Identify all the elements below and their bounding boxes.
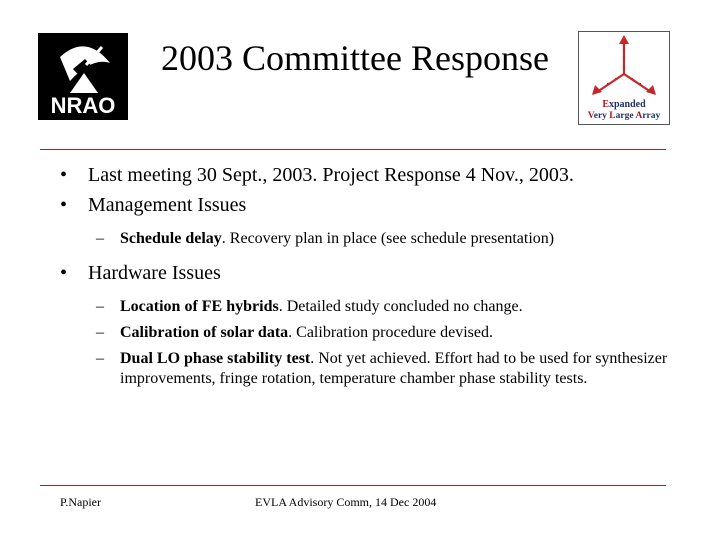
bullet-dot-icon: • xyxy=(60,194,68,216)
slide-title: 2003 Committee Response xyxy=(161,38,549,78)
bullet-management-issues: • Management Issues xyxy=(60,194,247,216)
dash-bullet-icon: – xyxy=(96,230,104,247)
nrao-logo xyxy=(38,33,128,120)
evla-y-array-logo-icon xyxy=(579,32,669,98)
dash-bullet-icon: – xyxy=(96,324,104,341)
bullet-dot-icon: • xyxy=(60,164,68,186)
evla-wordmark-line1: Expanded xyxy=(602,99,646,110)
bullet-dot-icon: • xyxy=(60,262,68,284)
footer-event: EVLA Advisory Comm, 14 Dec 2004 xyxy=(255,495,437,509)
top-divider xyxy=(40,149,666,150)
sub-item-solar-calibration: – Calibration of solar data. Calibration procedure devised. xyxy=(96,324,493,341)
sub-item-fe-hybrids: – Location of FE hybrids. Detailed study concluded no change. xyxy=(96,298,523,315)
bullet-hardware-issues: • Hardware Issues xyxy=(60,262,221,284)
dash-bullet-icon: – xyxy=(96,298,104,315)
svg-text:NRAO: NRAO xyxy=(50,93,116,118)
dash-bullet-icon: – xyxy=(96,350,104,367)
footer-author: P.Napier xyxy=(60,495,101,509)
slide-body xyxy=(40,163,670,395)
sub-item-schedule-delay: – Schedule delay. Recovery plan in place (see schedule presentation) xyxy=(96,230,555,247)
nrao-radio-telescope-logo-icon xyxy=(40,35,126,118)
bottom-divider xyxy=(40,485,666,486)
evla-logo xyxy=(578,31,670,125)
sub-item-lo-phase-stability: – Dual LO phase stability test. Not yet achieved. Effort had to be used for synthesizer improvements, fringe rotation, temperature chamber phase stability tests. xyxy=(96,350,668,387)
evla-wordmark-line2: Very Large Array xyxy=(587,111,661,121)
bullet-last-meeting: • Last meeting 30 Sept., 2003. Project Response 4 Nov., 2003. xyxy=(60,164,574,186)
